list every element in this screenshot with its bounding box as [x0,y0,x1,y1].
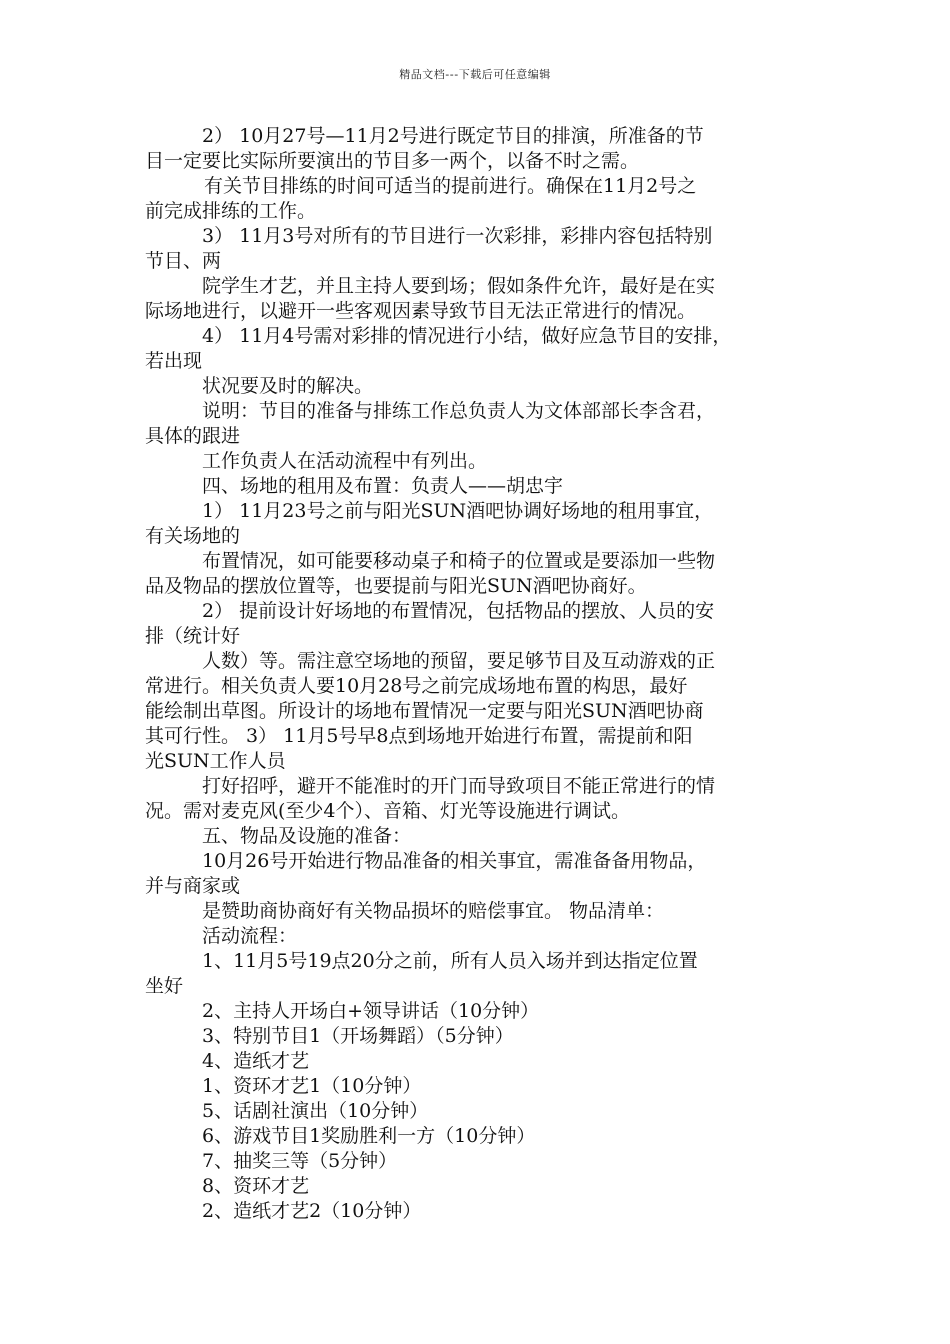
page-header: 精品文档---下载后可任意编辑 [399,68,551,81]
document-body [145,124,817,1224]
text-line: 说明：节目的准备与排练工作总负责人为文体部部长李含君， [202,400,716,422]
text-line: 有关节目排练的时间可适当的提前进行。确保在11月2号之 [204,175,697,197]
text-line: 4） 11月4号需对彩排的情况进行小结，做好应急节目的安排， [202,325,732,347]
section-heading: 五、物品及设施的准备： [202,825,412,847]
text-line: 品及物品的摆放位置等，也要提前与阳光SUN酒吧协商好。 [145,575,647,597]
list-item: 1、资环才艺1（10分钟） [202,1075,422,1097]
section-heading: 四、场地的租用及布置：负责人——胡忠宇 [202,475,564,497]
text-line: 是赞助商协商好有关物品损坏的赔偿事宜。 物品清单： [202,900,665,922]
text-line: 1） 11月23号之前与阳光SUN酒吧协调好场地的租用事宜， [202,500,714,522]
text-line: 打好招呼，避开不能准时的开门而导致项目不能正常进行的情 [202,775,716,797]
text-line: 2） 10月27号—11月2号进行既定节目的排演，所准备的节 [202,125,704,147]
text-line: 布置情况，如可能要移动桌子和椅子的位置或是要添加一些物 [202,550,716,572]
list-item: 2、造纸才艺2（10分钟） [202,1200,422,1222]
list-item: 3、特别节目1（开场舞蹈）（5分钟） [202,1025,514,1047]
list-item: 2、主持人开场白+领导讲话（10分钟） [202,1000,540,1022]
list-item: 1、11月5号19点20分之前，所有人员入场并到达指定位置 [202,950,698,972]
text-line: 3） 11月3号对所有的节目进行一次彩排，彩排内容包括特别 [202,225,713,247]
text-line: 有关场地的 [145,525,241,547]
list-item: 6、游戏节目1奖励胜利一方（10分钟） [202,1125,536,1147]
text-line: 状况要及时的解决。 [202,375,374,397]
text-line: 院学生才艺，并且主持人要到场；假如条件允许，最好是在实 [202,275,716,297]
text-line: 具体的跟进 [145,425,241,447]
text-line: 人数）等。需注意空场地的预留，要足够节目及互动游戏的正 [202,650,716,672]
text-line: 常进行。相关负责人要10月28号之前完成场地布置的构思，最好 [145,675,688,697]
section-heading: 活动流程： [202,925,298,947]
text-line: 光SUN工作人员 [145,750,286,772]
text-line: 能绘制出草图。所设计的场地布置情况一定要与阳光SUN酒吧协商 [145,700,704,722]
text-line: 目一定要比实际所要演出的节目多一两个，以备不时之需。 [145,150,640,172]
text-line: 若出现 [145,350,203,372]
text-line: 其可行性。 3） 11月5号早8点到场地开始进行布置，需提前和阳 [145,725,693,747]
text-line: 节目、两 [145,250,222,272]
text-line: 际场地进行，以避开一些客观因素导致节目无法正常进行的情况。 [145,300,697,322]
list-item: 7、抽奖三等（5分钟） [202,1150,398,1172]
text-line: 10月26号开始进行物品准备的相关事宜，需准备备用物品， [202,850,707,872]
text-line: 2） 提前设计好场地的布置情况，包括物品的摆放、人员的安 [202,600,715,622]
list-item: 5、话剧社演出（10分钟） [202,1100,429,1122]
list-item: 4、造纸才艺 [202,1050,310,1072]
text-line: 并与商家或 [145,875,241,897]
list-item: 8、资环才艺 [202,1175,310,1197]
text-line: 况。需对麦克风(至少4个）、音箱、灯光等设施进行调试。 [145,800,631,822]
text-line: 工作负责人在活动流程中有列出。 [202,450,488,472]
text-line: 前完成排练的工作。 [145,200,317,222]
list-item: 坐好 [145,975,184,997]
text-line: 排（统计好 [145,625,241,647]
